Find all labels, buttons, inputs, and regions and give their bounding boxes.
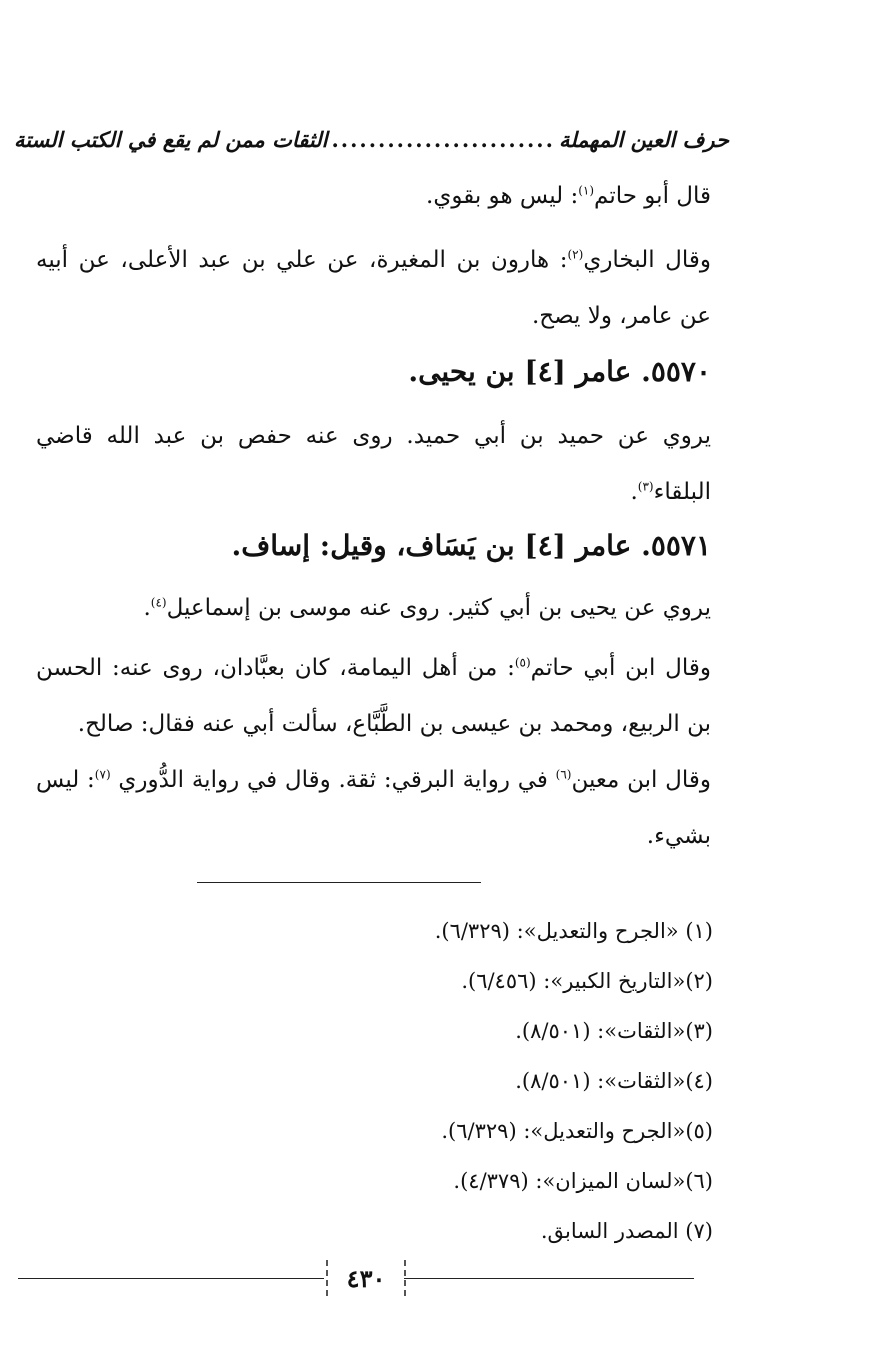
paragraph-text: : ليس بشيء. bbox=[36, 767, 711, 849]
footnote-item: (١) «الجرح والتعديل»: (٦/٣٢٩). bbox=[434, 919, 713, 943]
header-book-title: الثقات ممن لم يقع في الكتب الستة bbox=[13, 126, 328, 152]
paragraph-entry-5571 bbox=[36, 580, 711, 636]
paragraph-bukhari bbox=[36, 232, 711, 344]
paragraph-text: : من أهل اليمامة، كان بعبَّادان، روى عنه: الحسن بن الربيع، ومحمد بن عيسى بن الطَّبَّاع، سألت أبي عنه فقال: صالح. bbox=[36, 655, 711, 737]
paragraph-text: وقال البخاري bbox=[583, 247, 711, 273]
paragraph-text: . bbox=[143, 595, 151, 621]
header-dot-leader: ........................ bbox=[331, 126, 555, 152]
footer-rule-right bbox=[404, 1278, 694, 1279]
page-number: ٤٣٠ bbox=[326, 1260, 406, 1296]
footnote-item: (٣)«الثقات»: (٨/٥٠١). bbox=[515, 1019, 713, 1043]
running-header bbox=[13, 122, 729, 156]
paragraph-text: يروي عن حميد بن أبي حميد. روى عنه حفص بن عبد الله قاضي البلقاء bbox=[36, 423, 711, 505]
paragraph-text: : ليس هو بقوي. bbox=[426, 183, 579, 209]
footnote-separator bbox=[197, 882, 481, 883]
footnote-ref[interactable]: (١) bbox=[578, 183, 595, 198]
paragraph-ibn-abi-hatim bbox=[36, 640, 711, 752]
footnote-item: (٧) المصدر السابق. bbox=[540, 1219, 713, 1243]
paragraph-text: في رواية البرقي: ثقة. وقال في رواية الدُّوري bbox=[110, 767, 556, 793]
paragraph-text: يروي عن يحيى بن أبي كثير. روى عنه موسى بن إسماعيل bbox=[166, 595, 711, 621]
paragraph-text: وقال ابن معين bbox=[571, 767, 711, 793]
footnote-ref[interactable]: (٦) bbox=[555, 767, 572, 782]
footnotes-list bbox=[120, 906, 713, 1256]
paragraph-entry-5570 bbox=[36, 408, 711, 520]
footnote-ref[interactable]: (٧) bbox=[94, 767, 111, 782]
paragraph-text: قال أبو حاتم bbox=[594, 183, 711, 209]
paragraph-text: : هارون بن المغيرة، عن علي بن عبد الأعلى، عن أبيه عن عامر، ولا يصح. bbox=[36, 247, 711, 329]
footnote-item: (٥)«الجرح والتعديل»: (٦/٣٢٩). bbox=[441, 1119, 713, 1143]
paragraph-abu-hatim bbox=[36, 168, 711, 224]
footnote-item: (٦)«لسان الميزان»: (٤/٣٧٩). bbox=[453, 1169, 713, 1193]
paragraph-text: وقال ابن أبي حاتم bbox=[530, 655, 711, 681]
footnote-item: (٤)«الثقات»: (٨/٥٠١). bbox=[515, 1069, 713, 1093]
paragraph-text: . bbox=[630, 479, 638, 505]
entry-heading-5570: ٥٥٧٠. عامر [٤] بن يحيى. bbox=[408, 355, 711, 388]
footnote-ref[interactable]: (٢) bbox=[567, 247, 584, 262]
footnote-ref[interactable]: (٥) bbox=[514, 655, 531, 670]
footnote-ref[interactable]: (٤) bbox=[150, 595, 167, 610]
footnote-item: (٢)«التاريخ الكبير»: (٦/٤٥٦). bbox=[461, 969, 713, 993]
footnote-ref[interactable]: (٣) bbox=[637, 479, 654, 494]
header-chapter-title: حرف العين المهملة bbox=[558, 126, 729, 152]
paragraph-ibn-maeen bbox=[36, 752, 711, 864]
footer-rule-left bbox=[18, 1278, 324, 1279]
entry-heading-5571: ٥٥٧١. عامر [٤] بن يَسَاف، وقيل: إساف. bbox=[231, 529, 711, 562]
